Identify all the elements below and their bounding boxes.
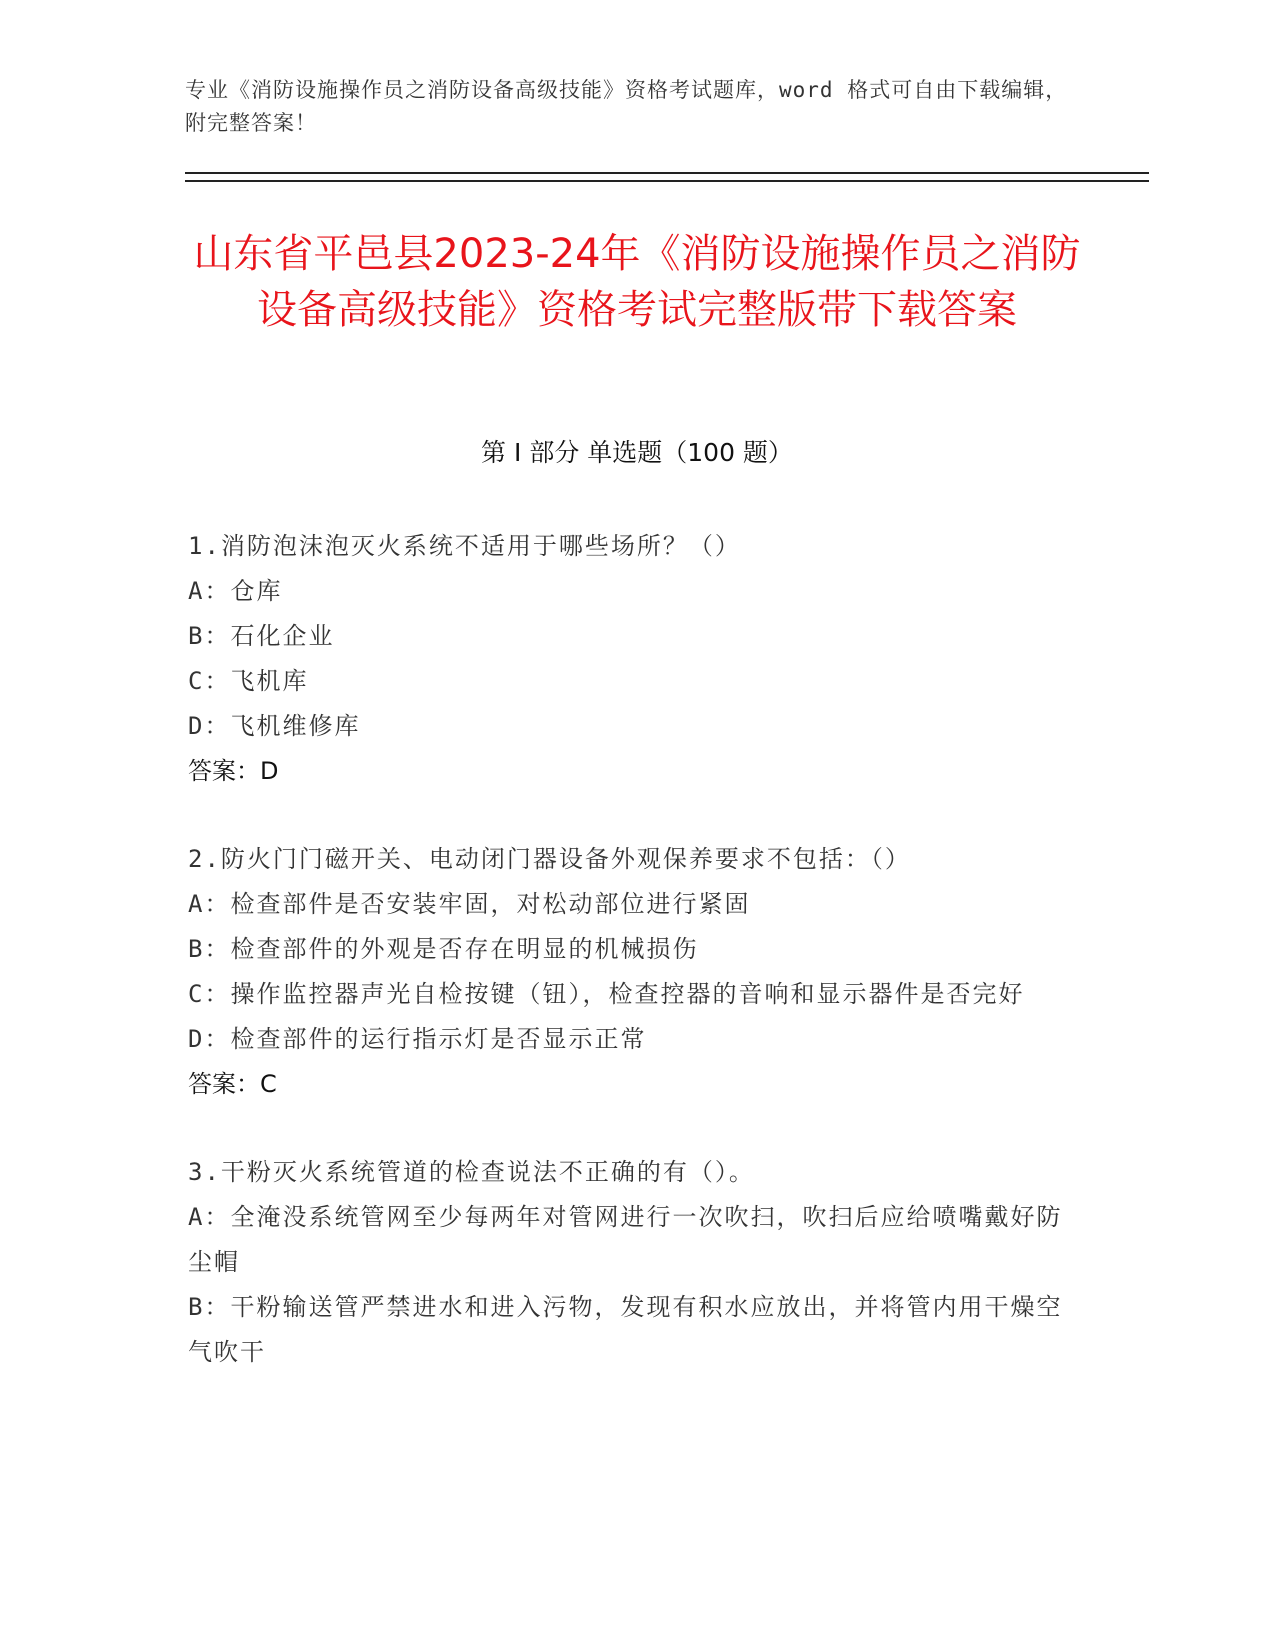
question-stem: 3.干粉灭火系统管道的检查说法不正确的有（）。 <box>188 1158 755 1186</box>
option-b: B：检查部件的外观是否存在明显的机械损伤 <box>188 935 699 963</box>
option-a: A：仓库 <box>188 577 283 605</box>
question-3 <box>188 1150 1078 1375</box>
question-stem: 2.防火门门磁开关、电动闭门器设备外观保养要求不包括：（） <box>188 845 911 873</box>
option-b: B：石化企业 <box>188 622 335 650</box>
answer: 答案：D <box>188 757 279 785</box>
option-b: B：干粉输送管严禁进水和进入污物，发现有积水应放出，并将管内用干燥空气吹干 <box>188 1293 1063 1366</box>
question-list <box>188 524 1078 1418</box>
answer: 答案：C <box>188 1070 277 1098</box>
question-2 <box>188 837 1078 1107</box>
header-note: 专业《消防设施操作员之消防设备高级技能》资格考试题库，word 格式可自由下载编辑，附完整答案！ <box>185 78 1068 135</box>
option-c: C：飞机库 <box>188 667 309 695</box>
question-1 <box>188 524 1078 794</box>
option-d: D：检查部件的运行指示灯是否显示正常 <box>188 1025 647 1053</box>
document-title: 山东省平邑县2023-24年《消防设施操作员之消防设备高级技能》资格考试完整版带下载答案 <box>193 231 1081 333</box>
option-c: C：操作监控器声光自检按键（钮），检查控器的音响和显示器件是否完好 <box>188 980 1025 1008</box>
header-rule-top <box>185 172 1149 174</box>
option-a: A：全淹没系统管网至少每两年对管网进行一次吹扫，吹扫后应给喷嘴戴好防尘帽 <box>188 1203 1063 1276</box>
option-d: D：飞机维修库 <box>188 712 361 740</box>
option-a: A：检查部件是否安装牢固，对松动部位进行紧固 <box>188 890 751 918</box>
section-heading: 第 I 部分 单选题（100 题） <box>481 438 793 467</box>
question-stem: 1.消防泡沫泡灭火系统不适用于哪些场所？（） <box>188 532 741 560</box>
header-rule-bottom <box>185 180 1149 182</box>
